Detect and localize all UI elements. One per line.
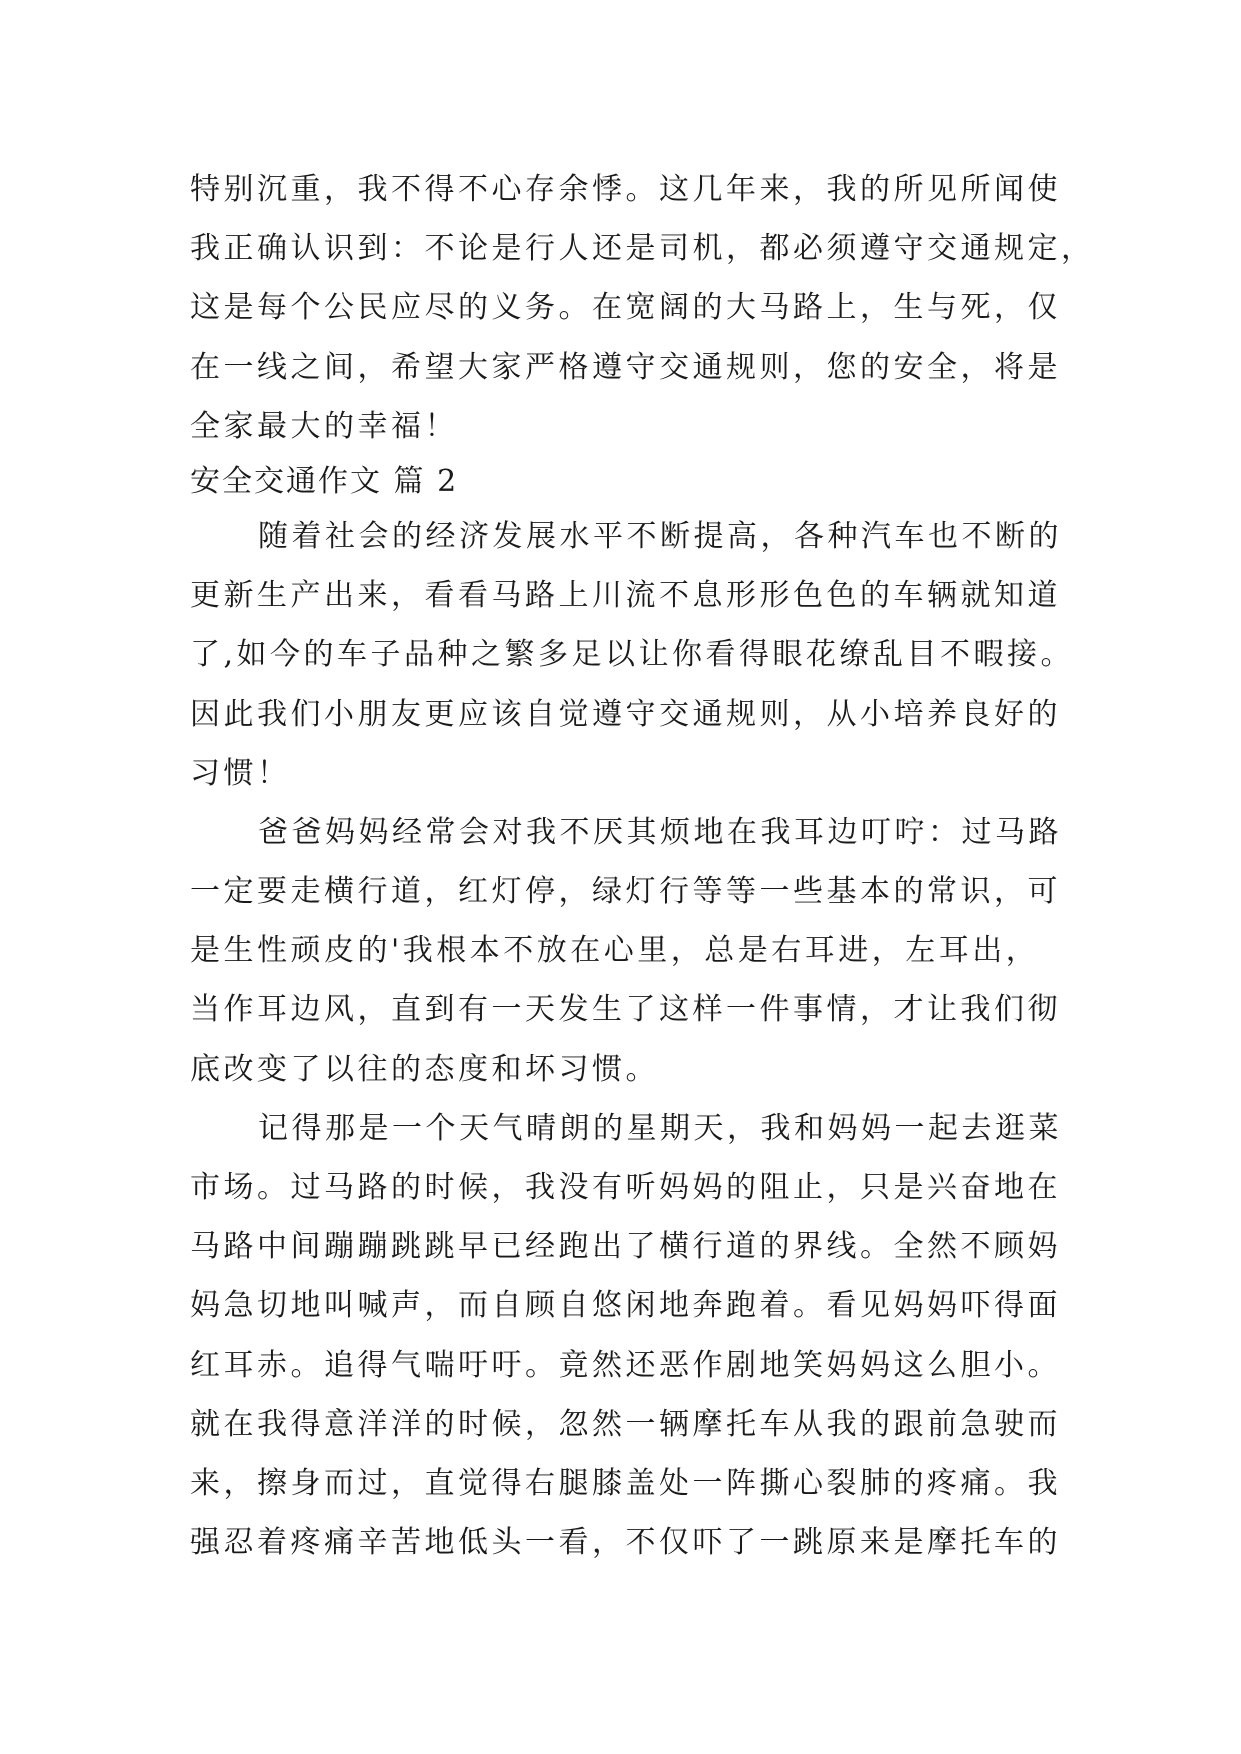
text-line: 习惯！: [190, 755, 291, 791]
text-line: 强忍着疼痛辛苦地低头一看，不仅吓了一跳原来是摩托车的: [190, 1525, 1061, 1561]
paragraph-2: [190, 803, 1070, 1099]
text-line: 特别沉重，我不得不心存余悸。这几年来，我的所见所闻使: [190, 172, 1061, 207]
text-line: 红耳赤。追得气喘吁吁。竟然还恶作剧地笑妈妈这么胆小。: [190, 1347, 1061, 1383]
text-line: 底改变了以往的态度和坏习惯。: [190, 1051, 659, 1087]
text-line: 这是每个公民应尽的义务。在宽阔的大马路上，生与死，仅: [190, 290, 1061, 326]
text-line: 更新生产出来，看看马路上川流不息形形色色的车辆就知道: [190, 578, 1061, 614]
text-line: 全家最大的幸福！: [190, 408, 458, 444]
text-line: 了,如今的车子品种之繁多足以让你看得眼花缭乱目不暇接。: [190, 637, 1075, 673]
text-line: 当作耳边风，直到有一天发生了这样一件事情，才让我们彻: [190, 992, 1061, 1028]
text-line: 因此我们小朋友更应该自觉遵守交通规则，从小培养良好的: [190, 696, 1061, 732]
text-line: 随着社会的经济发展水平不断提高，各种汽车也不断的: [258, 518, 1062, 554]
text-line: 来，擦身而过，直觉得右腿膝盖处一阵撕心裂肺的疼痛。我: [190, 1465, 1061, 1501]
text-line: 就在我得意洋洋的时候，忽然一辆摩托车从我的跟前急驶而: [190, 1406, 1061, 1442]
intro-paragraph: [190, 160, 1095, 456]
document-body: [190, 160, 1095, 1572]
paragraph-3: [190, 1099, 1070, 1573]
text-line: 记得那是一个天气晴朗的星期天，我和妈妈一起去逛菜: [258, 1110, 1062, 1146]
text-line: 市场。过马路的时候，我没有听妈妈的阻止，只是兴奋地在: [190, 1170, 1061, 1205]
paragraph-1: [190, 507, 1075, 803]
text-line: 在一线之间，希望大家严格遵守交通规则，您的安全，将是: [190, 349, 1061, 385]
text-line: 我正确认识到：不论是行人还是司机，都必须遵守交通规定，: [190, 231, 1095, 267]
text-line: 是生性顽皮的'我根本不放在心里，总是右耳进，左耳出，: [190, 933, 1040, 969]
text-line: 爸爸妈妈经常会对我不厌其烦地在我耳边叮咛：过马路: [258, 814, 1062, 850]
text-line: 马路中间蹦蹦跳跳早已经跑出了横行道的界线。全然不顾妈: [190, 1229, 1061, 1265]
text-line: 妈急切地叫喊声，而自顾自悠闲地奔跑着。看见妈妈吓得面: [190, 1288, 1061, 1324]
text-line: 一定要走横行道，红灯停，绿灯行等等一些基本的常识，可: [190, 874, 1061, 910]
section-title: 安全交通作文 篇 2: [190, 463, 459, 499]
